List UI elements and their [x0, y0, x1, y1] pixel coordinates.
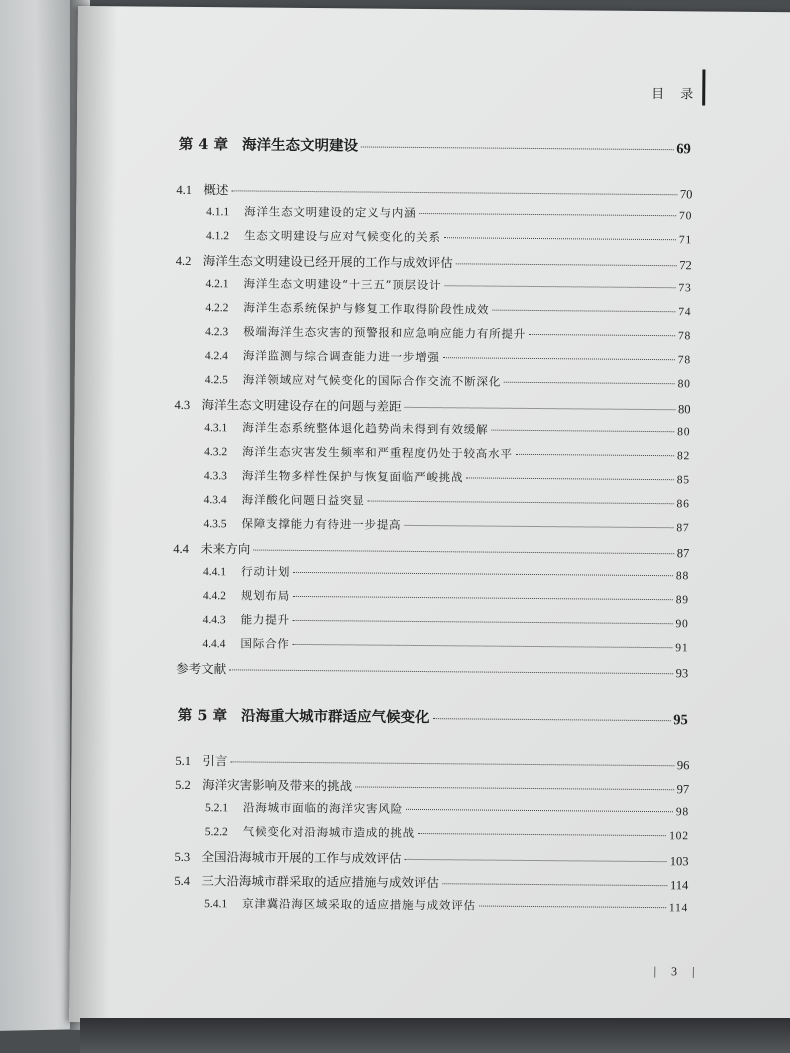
section-number: 4.2	[175, 253, 192, 268]
dot-leader	[405, 858, 667, 862]
dot-leader	[355, 785, 673, 790]
page-number: 90	[675, 618, 689, 631]
subsection-title: 海洋生态文明建设的定义与内涵	[244, 204, 417, 220]
section-number: 5.1	[175, 753, 192, 769]
section-number: 5.2	[175, 777, 191, 793]
page-number: 91	[675, 642, 689, 655]
section-title: 全国沿海城市开展的工作与成效评估	[201, 849, 402, 866]
page-number: 87	[676, 546, 690, 561]
subsection-title: 国际合作	[240, 636, 290, 651]
toc-subsection[interactable]	[205, 299, 691, 319]
toc-subsection[interactable]	[203, 515, 689, 535]
dot-leader	[406, 808, 673, 812]
subsection-title: 海洋生态系统整体退化趋势尚未得到有效缓解	[242, 420, 489, 437]
subsection-number: 5.4.1	[204, 898, 228, 911]
dot-leader	[293, 595, 673, 600]
toc-subsection[interactable]	[204, 443, 690, 463]
subsection-number: 5.2.1	[204, 802, 229, 815]
subsection-number: 4.4.3	[202, 614, 226, 627]
subsection-title: 保障支撑能力有待进一步提高	[241, 516, 402, 532]
toc-subsection[interactable]	[204, 491, 690, 511]
subsection-title: 海洋生态系统保护与修复工作取得阶段性成效	[243, 300, 490, 317]
toc-subsection[interactable]	[204, 895, 688, 915]
page-number: 96	[676, 758, 690, 773]
dot-leader	[443, 356, 675, 360]
page-number: 97	[676, 782, 690, 797]
page-number: 82	[676, 450, 691, 463]
dot-leader	[231, 189, 676, 195]
dot-leader	[432, 717, 670, 721]
toc-subsection[interactable]	[203, 587, 689, 607]
toc-page	[69, 6, 790, 1028]
toc-subsection[interactable]	[203, 563, 689, 583]
toc-subsection[interactable]	[203, 611, 689, 631]
page-number: 114	[669, 878, 689, 893]
page-number: 73	[678, 282, 692, 295]
page-number: 88	[675, 570, 690, 583]
dot-leader	[405, 406, 675, 410]
page-number: 102	[669, 830, 689, 843]
running-header: 目 录	[651, 87, 700, 103]
subsection-title: 海洋生物多样性保护与恢复面临严峻挑战	[241, 468, 464, 485]
dot-leader	[491, 429, 674, 433]
toc-section[interactable]	[175, 847, 689, 869]
dot-leader	[230, 760, 673, 766]
dot-leader	[492, 309, 675, 313]
dot-leader	[456, 262, 676, 266]
subsection-title: 海洋生态文明建设“十三五”顶层设计	[243, 276, 442, 293]
dot-leader	[229, 668, 672, 674]
toc-section[interactable]	[176, 251, 692, 274]
subsection-number: 4.2.2	[205, 302, 229, 315]
toc-subsection[interactable]	[202, 635, 688, 655]
section-title: 引言	[202, 753, 228, 769]
dot-leader	[466, 476, 673, 480]
dot-leader	[444, 284, 675, 288]
subsection-title: 行动计划	[241, 564, 291, 579]
dot-leader	[293, 643, 673, 648]
subsection-title: 海洋生态灾害发生频率和严重程度仍处于较高水平	[242, 444, 513, 461]
toc-chapter[interactable]	[179, 133, 691, 158]
section-number: 4.3	[174, 397, 191, 412]
page-number: 89	[675, 594, 689, 607]
section-title: 海洋生态文明建设已经开展的工作与成效评估	[202, 253, 453, 271]
section-title: 海洋生态文明建设存在的问题与差距	[201, 397, 402, 414]
subsection-number: 4.4.2	[202, 590, 226, 603]
chapter-title: 沿海重大城市群适应气候变化	[240, 707, 430, 727]
toc-subsection[interactable]	[205, 799, 689, 819]
toc-subsection[interactable]	[205, 371, 691, 391]
section-number: 5.4	[174, 873, 191, 889]
toc-list	[69, 6, 790, 1028]
dot-leader	[442, 882, 667, 886]
toc-subsection[interactable]	[206, 203, 692, 223]
subsection-number: 4.3.5	[203, 518, 227, 531]
page-number: 80	[677, 402, 691, 417]
toc-subsection[interactable]	[206, 275, 692, 295]
toc-section[interactable]	[176, 180, 692, 203]
chapter-number: 第 5 章	[177, 706, 228, 725]
page-number: 69	[676, 141, 691, 158]
subsection-title: 能力提升	[240, 612, 290, 627]
section-number: 5.3	[174, 849, 191, 865]
subsection-number: 4.3.1	[204, 422, 228, 435]
subsection-number: 5.2.2	[204, 826, 228, 839]
page-number: 71	[678, 234, 693, 247]
page-number: 72	[679, 258, 692, 273]
dot-leader	[418, 832, 666, 836]
subsection-title: 极端海洋生态灾害的预警报和应急响应能力有所提升	[243, 324, 527, 341]
page-folio: | 3 |	[653, 964, 701, 979]
toc-subsection[interactable]	[205, 323, 691, 343]
section-title: 未来方向	[200, 541, 251, 557]
page-number: 70	[679, 210, 693, 223]
book-bottom-edge	[80, 1018, 790, 1053]
section-title: 三大沿海城市群采取的适应措施与成效评估	[201, 873, 439, 891]
page-number: 85	[676, 474, 690, 487]
page-number: 103	[669, 854, 689, 869]
toc-section[interactable]	[174, 871, 688, 893]
dot-leader	[516, 453, 674, 456]
subsection-title: 沿海城市面临的海洋灾害风险	[242, 800, 403, 816]
subsection-title: 海洋酸化问题日益突显	[241, 492, 365, 508]
subsection-title: 海洋监测与综合调查能力进一步增强	[242, 348, 440, 365]
page-number: 87	[676, 522, 690, 535]
dot-leader	[361, 145, 673, 150]
toc-subsection[interactable]	[204, 467, 690, 487]
dot-leader	[253, 549, 673, 555]
dot-leader	[293, 571, 673, 576]
page-number: 80	[677, 378, 691, 391]
dot-leader	[368, 500, 674, 505]
subsection-number: 4.3.3	[203, 470, 227, 483]
subsection-title: 规划布局	[240, 588, 291, 603]
page-number: 70	[679, 187, 693, 202]
toc-section[interactable]	[174, 395, 690, 418]
page-number: 78	[677, 330, 692, 343]
subsection-number: 4.4.4	[202, 638, 226, 651]
toc-chapter[interactable]	[178, 704, 688, 729]
section-title: 概述	[203, 182, 229, 198]
subsection-number: 4.4.1	[203, 566, 227, 579]
page-number: 74	[678, 306, 692, 319]
page-number: 98	[675, 806, 690, 819]
subsection-number: 4.2.1	[205, 278, 229, 291]
section-number: 4.1	[176, 182, 193, 198]
dot-leader	[419, 212, 676, 216]
subsection-number: 4.3.2	[204, 446, 228, 459]
page-number: 114	[668, 902, 689, 915]
page-number: 93	[675, 666, 689, 681]
references-title: 参考文献	[176, 660, 227, 677]
subsection-number: 4.1.2	[205, 230, 230, 243]
toc-section[interactable]	[175, 775, 689, 797]
page-number: 86	[676, 498, 690, 511]
toc-subsection[interactable]	[205, 823, 689, 843]
section-number: 4.4	[173, 541, 189, 556]
subsection-number: 4.1.1	[206, 206, 230, 219]
page-number: 80	[677, 426, 691, 439]
subsection-title: 气候变化对沿海城市造成的挑战	[242, 824, 416, 840]
dot-leader	[444, 236, 676, 240]
section-title: 海洋灾害影响及带来的挑战	[202, 777, 353, 794]
subsection-title: 京津冀沿海区域采取的适应措施与成效评估	[242, 896, 476, 913]
toc-subsection[interactable]	[205, 347, 691, 367]
toc-subsection[interactable]	[206, 227, 692, 247]
subsection-number: 4.2.5	[204, 374, 228, 387]
dot-leader	[293, 619, 673, 624]
subsection-number: 4.2.3	[205, 326, 229, 339]
dot-leader	[404, 524, 673, 528]
subsection-number: 4.3.4	[203, 494, 227, 507]
subsection-number: 4.2.4	[204, 350, 229, 363]
toc-references[interactable]	[176, 659, 688, 681]
toc-subsection[interactable]	[204, 419, 690, 439]
page-number: 78	[677, 354, 691, 367]
subsection-title: 生态文明建设与应对气候变化的关系	[243, 228, 441, 245]
subsection-title: 海洋领域应对气候变化的国际合作交流不断深化	[242, 372, 502, 389]
chapter-title: 海洋生态文明建设	[241, 136, 359, 155]
dot-leader	[479, 905, 666, 909]
toc-section[interactable]	[173, 539, 689, 562]
dot-leader	[529, 333, 675, 336]
dot-leader	[504, 381, 675, 384]
toc-section[interactable]	[175, 751, 689, 773]
chapter-number: 第 4 章	[178, 135, 229, 154]
page-number: 95	[673, 712, 688, 729]
